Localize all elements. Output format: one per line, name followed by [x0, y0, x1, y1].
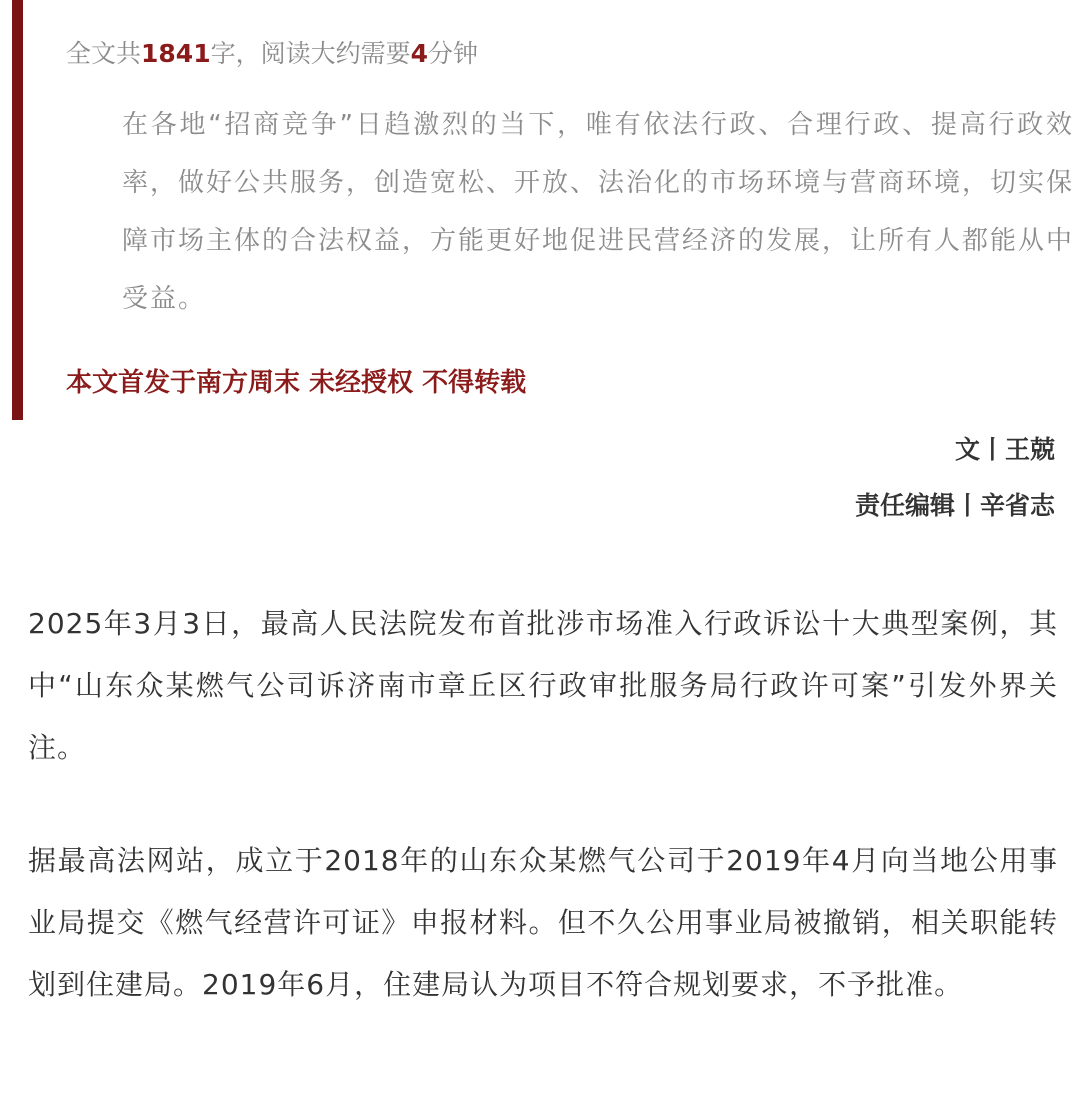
word-count: 1841 [141, 39, 211, 68]
copyright-notice: 本文首发于南方周末 未经授权 不得转载 [66, 368, 527, 398]
body-paragraph: 据最高法网站，成立于2018年的山东众某燃气公司于2019年4月向当地公用事业局提交《燃气经营许可证》申报材料。但不久公用事业局被撤销，相关职能转划到住建局。2019年6月，住建局认为项目不符合规划要求，不予批准。 [28, 844, 1058, 1001]
reading-prefix: 全文共 [66, 39, 142, 68]
reading-time-info [66, 36, 478, 72]
editor-credit: 责任编辑丨辛省志 [854, 491, 1055, 520]
article-abstract: 在各地“招商竞争”日趋激烈的当下，唯有依法行政、合理行政、提高行政效率，做好公共服务，创造宽松、开放、法治化的市场环境与营商环境，切实保障市场主体的合法权益，方能更好地促进民营经济的发展，让所有人都能从中受益。 [122, 110, 1075, 314]
reading-middle: 字，阅读大约需要 [210, 39, 411, 68]
intro-quote-block [12, 0, 1075, 420]
reading-suffix: 分钟 [428, 39, 479, 68]
reading-minutes: 4 [410, 39, 429, 68]
body-paragraph: 2025年3月3日，最高人民法院发布首批涉市场准入行政诉讼十大典型案例，其中“山东众某燃气公司诉济南市章丘区行政审批服务局行政许可案”引发外界关注。 [28, 607, 1058, 764]
author-credit: 文丨王兢 [954, 435, 1055, 464]
